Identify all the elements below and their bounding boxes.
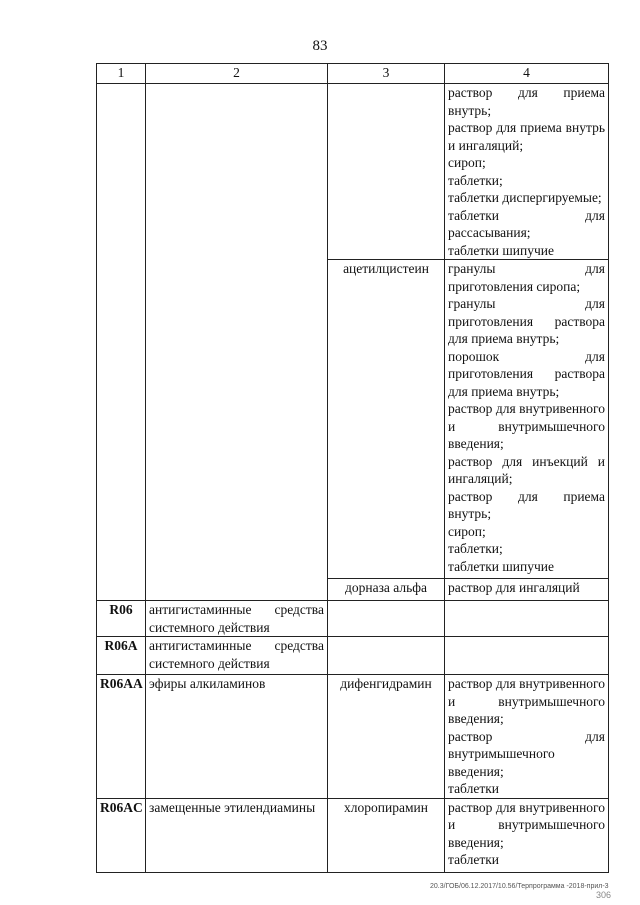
- header-col-1: 1: [97, 64, 146, 84]
- description-cell: антигистаминные средства системного действия: [146, 601, 328, 637]
- header-row: [97, 64, 609, 84]
- code-cell: R06AC: [97, 798, 146, 872]
- table-row: [97, 84, 609, 260]
- form-item: таблетки;: [448, 541, 503, 556]
- form-item: таблетки: [448, 852, 500, 867]
- forms-cell: [445, 260, 609, 579]
- form-item: таблетки: [448, 781, 500, 796]
- header-col-2: 2: [146, 64, 328, 84]
- forms-cell: [445, 798, 609, 872]
- drug-cell: ацетилцистеин: [328, 260, 445, 579]
- footer-reference: 20.3/ГОБ/06.12.2017/10.56/Терпрограмма -2018-прил-3: [430, 883, 609, 890]
- description-cell: эфиры алкиламинов: [146, 675, 328, 799]
- forms-cell: [445, 601, 609, 637]
- code-cell: R06AA: [97, 675, 146, 799]
- description-cell: антигистаминные средства системного действия: [146, 637, 328, 675]
- code-cell: R06: [97, 601, 146, 637]
- table-row: [97, 675, 609, 799]
- page-number: 83: [312, 38, 328, 54]
- form-item: гранулы для приготовления раствора для приема внутрь;: [448, 296, 605, 346]
- drug-cell: дифенгидрамин: [328, 675, 445, 799]
- drug-cell: [328, 637, 445, 675]
- form-item: сироп;: [448, 523, 486, 539]
- drug-list-table: [96, 63, 609, 873]
- form-item: раствор для инъекций и ингаляций;: [448, 453, 605, 486]
- header-col-4: 4: [445, 64, 609, 84]
- drug-cell: [328, 601, 445, 637]
- form-item: таблетки;: [448, 172, 503, 188]
- code-cell: [97, 84, 146, 601]
- form-item: гранулы для приготовления сиропа;: [448, 261, 605, 294]
- forms-cell: [445, 675, 609, 799]
- description-cell: замещенные этилендиамины: [146, 798, 328, 872]
- form-item: раствор для внутривенного и внутримышечного введения;: [448, 676, 605, 726]
- form-item: раствор для внутримышечного введения;: [448, 728, 605, 779]
- form-item: таблетки шипучие: [448, 242, 554, 258]
- drug-cell: дорназа альфа: [328, 579, 445, 601]
- form-item: таблетки шипучие: [448, 558, 554, 574]
- forms-cell: [445, 84, 609, 260]
- table-row: [97, 798, 609, 872]
- corner-mark: 306: [596, 890, 612, 900]
- form-item: раствор для приема внутрь и ингаляций;: [448, 120, 605, 153]
- form-item: таблетки диспергируемые;: [448, 190, 602, 205]
- forms-cell: [445, 637, 609, 675]
- header-col-3: 3: [328, 64, 445, 84]
- form-item: порошок для приготовления раствора для приема внутрь;: [448, 348, 605, 399]
- form-item: раствор для приема внутрь;: [448, 85, 605, 118]
- code-cell: R06A: [97, 637, 146, 675]
- drug-cell: хлоропирамин: [328, 798, 445, 872]
- table-row: [97, 601, 609, 637]
- form-item: раствор для внутривенного и внутримышечного введения;: [448, 401, 605, 451]
- description-cell: [146, 84, 328, 601]
- form-item: раствор для ингаляций: [448, 580, 580, 595]
- form-item: сироп;: [448, 155, 486, 170]
- forms-cell: [445, 579, 609, 601]
- drug-cell: [328, 84, 445, 260]
- form-item: таблетки для рассасывания;: [448, 207, 605, 240]
- form-item: раствор для внутривенного и внутримышечного введения;: [448, 799, 605, 850]
- table-row: [97, 637, 609, 675]
- form-item: раствор для приема внутрь;: [448, 488, 605, 521]
